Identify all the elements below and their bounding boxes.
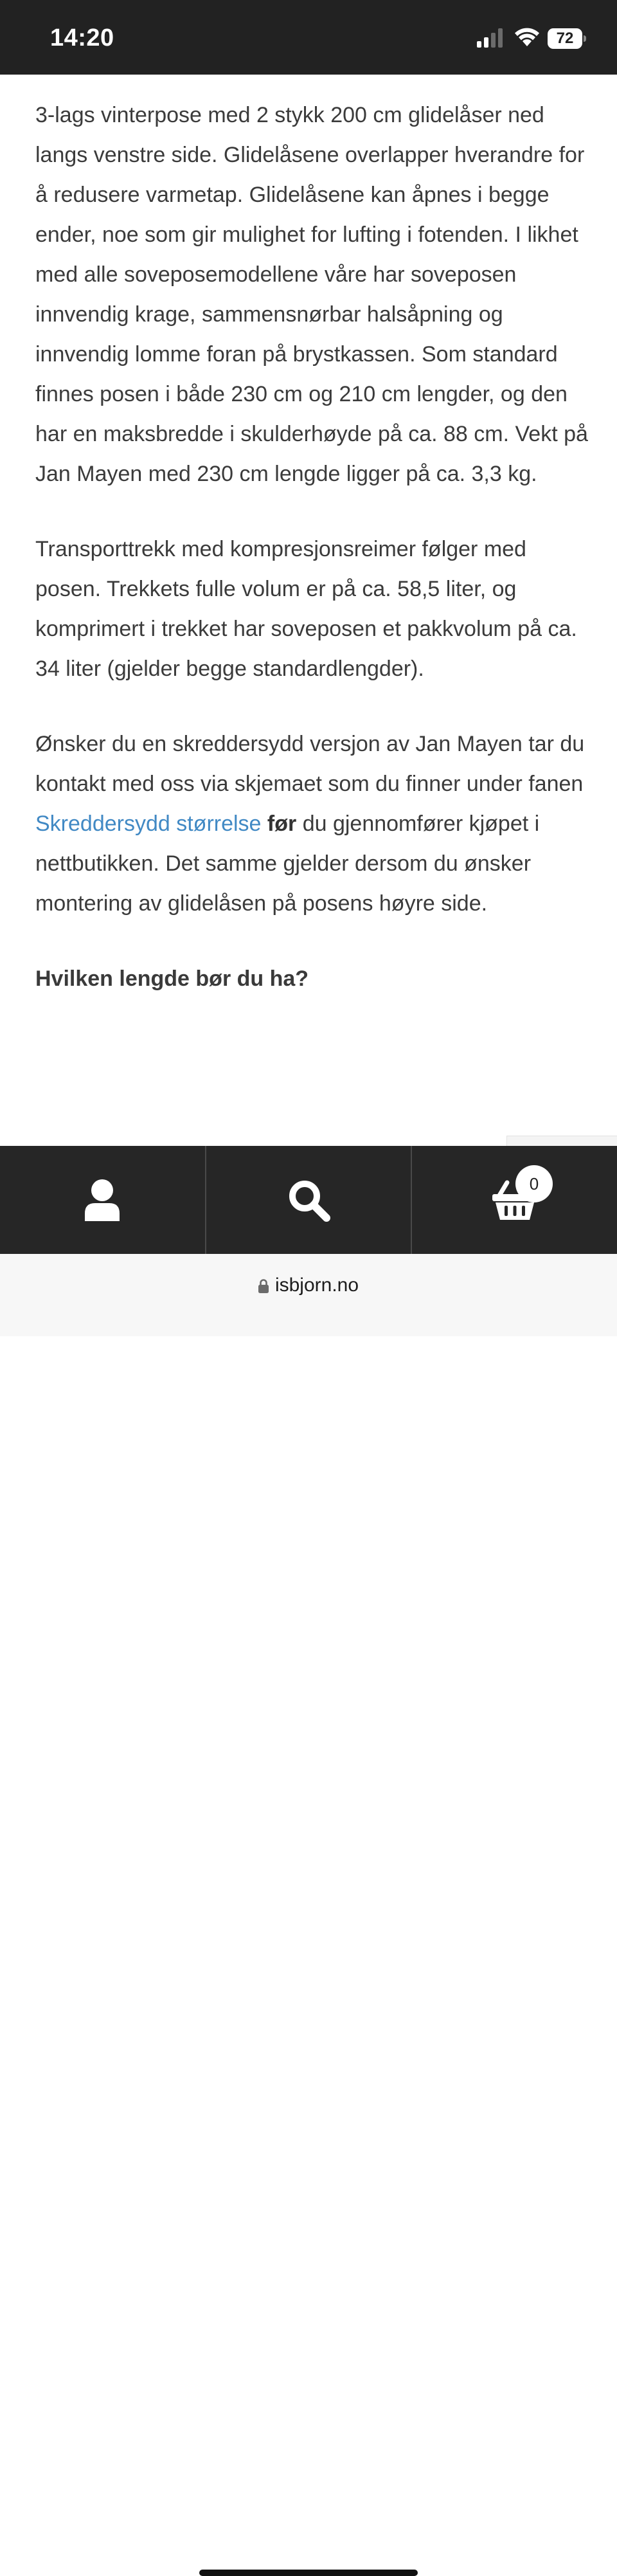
custom-size-link[interactable]: Skreddersydd størrelse: [35, 812, 262, 836]
wifi-icon: [514, 27, 540, 48]
signal-icon: [477, 28, 504, 48]
url-display[interactable]: [0, 1274, 617, 1296]
search-icon: [287, 1178, 330, 1222]
status-time: 14:20: [50, 24, 114, 51]
browser-url-bar[interactable]: [0, 1254, 617, 1336]
cart-button[interactable]: [411, 1146, 617, 1254]
section-heading: Hvilken lengde bør du ha?: [35, 966, 309, 991]
home-indicator: [199, 2570, 418, 2576]
account-button[interactable]: [0, 1146, 205, 1254]
paragraph-3-text-start: Ønsker du en skreddersydd versjon av Jan Mayen tar du kontakt med oss via skjemaet som du finner under fanen: [35, 732, 585, 796]
url-text: isbjorn.no: [274, 1274, 359, 1296]
paragraph-3-bold: før: [267, 812, 297, 836]
lock-icon: [258, 1279, 269, 1293]
description-paragraph-1: 3-lags vinterpose med 2 stykk 200 cm glidelåser ned langs venstre side. Glidelåsene overlapper hverandre for å redusere varmetap. Glidelåsene kan åpnes i begge ender, noe som gir mulighet for lufting i fotenden. I likhet med alle soveposemodellene våre har soveposen innvendig krage, sammensnørbar halsåpning og innvendig lomme foran på brystkassen. Som standard finnes posen i både 230 cm og 210 cm lengder, og den har en maksbredde i skulderhøyde på ca. 88 cm. Vekt på Jan Mayen med 230 cm lengde ligger på ca. 3,3 kg.: [35, 103, 588, 486]
search-button[interactable]: [205, 1146, 411, 1254]
product-description: [35, 95, 588, 999]
cart-count-badge: 0: [515, 1165, 553, 1202]
user-icon: [82, 1179, 122, 1221]
paragraph-3-space: [261, 812, 267, 836]
status-bar: [0, 0, 617, 75]
description-paragraph-2: Transporttrekk med kompresjonsreimer følger med posen. Trekkets fulle volum er på ca. 58,5 liter, og komprimert i trekket har soveposen et pakkvolum på ca. 34 liter (gjelder begge standardlengder).: [35, 537, 577, 681]
paragraph-3-text-end: du gjennomfører kjøpet i nettbutikken. Det samme gjelder dersom du ønsker montering av glidelåsen på posens høyre side.: [35, 812, 540, 916]
description-paragraph-3: [35, 724, 588, 923]
battery-level: 72: [556, 30, 574, 47]
